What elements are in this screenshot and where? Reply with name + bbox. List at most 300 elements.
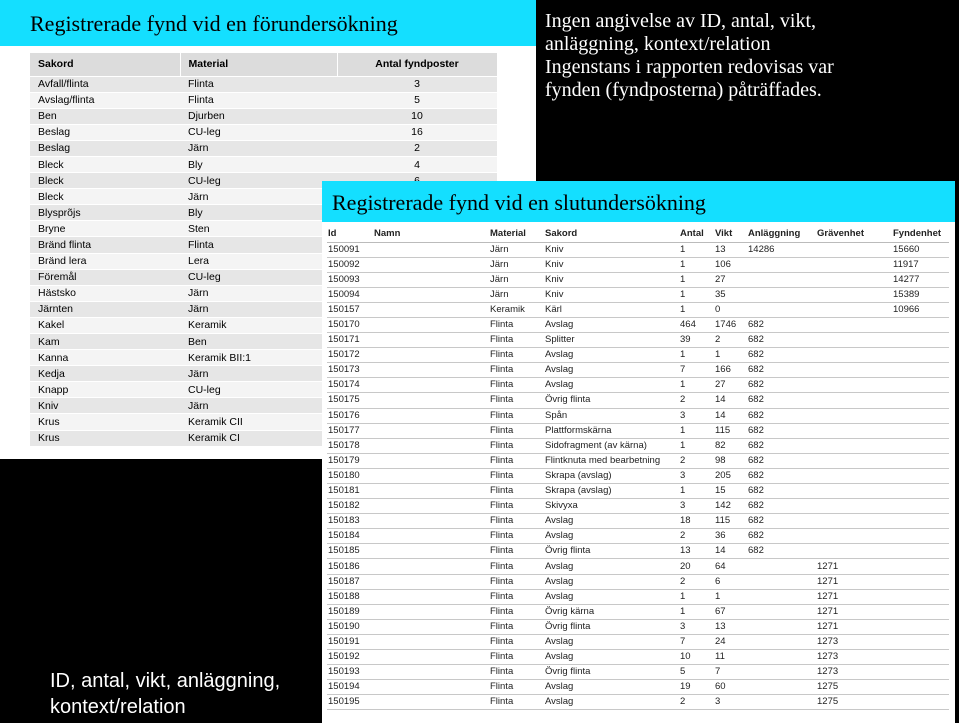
table-cell: 4 bbox=[337, 156, 497, 172]
table-cell bbox=[892, 665, 949, 680]
table-cell: 2 bbox=[679, 393, 714, 408]
table-cell: Avslag bbox=[544, 348, 679, 363]
table-cell bbox=[892, 604, 949, 619]
table-cell bbox=[892, 408, 949, 423]
table-cell: 2 bbox=[679, 453, 714, 468]
table-cell bbox=[747, 619, 816, 634]
table-cell bbox=[892, 619, 949, 634]
table-cell: 682 bbox=[747, 544, 816, 559]
table-cell: 150191 bbox=[327, 634, 373, 649]
table-row bbox=[327, 499, 949, 514]
table-cell bbox=[747, 604, 816, 619]
table-cell bbox=[892, 333, 949, 348]
table-cell bbox=[373, 287, 489, 302]
table-cell: Järn bbox=[489, 257, 544, 272]
table-cell: 3 bbox=[679, 499, 714, 514]
table-cell: 682 bbox=[747, 363, 816, 378]
column-header: Vikt bbox=[714, 226, 747, 242]
table-cell: 1 bbox=[679, 242, 714, 257]
table-row bbox=[327, 680, 949, 695]
table-cell: 150181 bbox=[327, 484, 373, 499]
table-cell: Keramik bbox=[489, 302, 544, 317]
table-cell bbox=[816, 468, 892, 483]
table-cell bbox=[816, 499, 892, 514]
table-cell bbox=[892, 589, 949, 604]
table-cell: Knapp bbox=[30, 382, 180, 398]
table-cell: 682 bbox=[747, 453, 816, 468]
table-cell: 682 bbox=[747, 529, 816, 544]
table-cell: 682 bbox=[747, 499, 816, 514]
table-cell: 142 bbox=[714, 499, 747, 514]
table-cell bbox=[373, 272, 489, 287]
table-row bbox=[327, 378, 949, 393]
note-line: anläggning, kontext/relation bbox=[545, 33, 771, 55]
table-cell: Avslag bbox=[544, 634, 679, 649]
table-cell bbox=[892, 514, 949, 529]
table-cell: 150183 bbox=[327, 514, 373, 529]
table-cell: 1271 bbox=[816, 559, 892, 574]
table-cell: Flinta bbox=[489, 589, 544, 604]
column-header: Anläggning bbox=[747, 226, 816, 242]
table-cell: 150178 bbox=[327, 438, 373, 453]
table-cell: 1275 bbox=[816, 695, 892, 710]
table-cell: Övrig flinta bbox=[544, 393, 679, 408]
note-missing-info bbox=[545, 10, 955, 102]
table-cell: Flinta bbox=[489, 574, 544, 589]
table-cell bbox=[892, 317, 949, 332]
table-cell: 1 bbox=[679, 287, 714, 302]
table-cell: 150188 bbox=[327, 589, 373, 604]
table-cell: 2 bbox=[679, 529, 714, 544]
table-row bbox=[327, 242, 949, 257]
table-row bbox=[30, 76, 497, 92]
table-row bbox=[327, 619, 949, 634]
table-row bbox=[327, 423, 949, 438]
column-header: Material bbox=[180, 53, 337, 76]
table-cell bbox=[816, 287, 892, 302]
table-row bbox=[327, 438, 949, 453]
table-cell bbox=[892, 680, 949, 695]
table-cell: Flinta bbox=[489, 453, 544, 468]
table-cell bbox=[747, 559, 816, 574]
table-cell: Krus bbox=[30, 430, 180, 446]
table-cell bbox=[892, 574, 949, 589]
table-cell bbox=[816, 438, 892, 453]
table-cell: 10966 bbox=[892, 302, 949, 317]
table-cell bbox=[892, 453, 949, 468]
table-header-row bbox=[30, 53, 497, 76]
table-cell: Avslag bbox=[544, 589, 679, 604]
table-cell: 150193 bbox=[327, 665, 373, 680]
table-cell: 682 bbox=[747, 423, 816, 438]
table-cell: 15 bbox=[714, 484, 747, 499]
table-cell: 3 bbox=[337, 76, 497, 92]
table-cell bbox=[373, 348, 489, 363]
table-cell: 1 bbox=[714, 589, 747, 604]
table-cell bbox=[816, 408, 892, 423]
column-header: Material bbox=[489, 226, 544, 242]
note-required-fields bbox=[50, 668, 280, 720]
table-cell: Flintknuta med bearbetning bbox=[544, 453, 679, 468]
table-cell: Ben bbox=[180, 334, 337, 350]
table-cell: Sten bbox=[180, 221, 337, 237]
table-cell bbox=[373, 619, 489, 634]
table-cell: Avslag bbox=[544, 574, 679, 589]
table-cell: 150184 bbox=[327, 529, 373, 544]
table-row bbox=[327, 287, 949, 302]
table-cell: Djurben bbox=[180, 108, 337, 124]
table-cell: 7 bbox=[714, 665, 747, 680]
table-cell: 682 bbox=[747, 438, 816, 453]
table-cell: Spån bbox=[544, 408, 679, 423]
table-cell: 682 bbox=[747, 514, 816, 529]
table-cell bbox=[816, 453, 892, 468]
table-cell: 2 bbox=[679, 695, 714, 710]
note-line: kontext/relation bbox=[50, 696, 186, 718]
table-cell: 150180 bbox=[327, 468, 373, 483]
table-cell: Kakel bbox=[30, 317, 180, 333]
table-cell: 3 bbox=[714, 695, 747, 710]
table-cell: 10 bbox=[337, 108, 497, 124]
table-cell: Bly bbox=[180, 205, 337, 221]
table-cell: Keramik BII:1 bbox=[180, 350, 337, 366]
table-cell: 2 bbox=[679, 574, 714, 589]
table-cell bbox=[373, 408, 489, 423]
table-cell: Bränd flinta bbox=[30, 237, 180, 253]
table-cell: 150171 bbox=[327, 333, 373, 348]
table-row bbox=[327, 408, 949, 423]
table-cell bbox=[816, 484, 892, 499]
table-cell: 150192 bbox=[327, 650, 373, 665]
table-cell bbox=[373, 650, 489, 665]
table-cell: Föremål bbox=[30, 269, 180, 285]
table-cell: 1273 bbox=[816, 665, 892, 680]
table-cell: 682 bbox=[747, 393, 816, 408]
table-cell: Flinta bbox=[489, 559, 544, 574]
column-header: Id bbox=[327, 226, 373, 242]
table-cell bbox=[892, 544, 949, 559]
table-cell: 1271 bbox=[816, 589, 892, 604]
column-header: Namn bbox=[373, 226, 489, 242]
table-cell bbox=[816, 378, 892, 393]
table-cell: 27 bbox=[714, 378, 747, 393]
table-cell bbox=[816, 317, 892, 332]
table-cell: Flinta bbox=[489, 604, 544, 619]
table-cell: 1746 bbox=[714, 317, 747, 332]
table-cell: 115 bbox=[714, 514, 747, 529]
table-cell: Avslag bbox=[544, 363, 679, 378]
table-cell: Flinta bbox=[180, 76, 337, 92]
table-cell bbox=[747, 695, 816, 710]
table-cell: Bly bbox=[180, 156, 337, 172]
table-cell bbox=[373, 529, 489, 544]
table-cell: 13 bbox=[714, 242, 747, 257]
table-cell bbox=[892, 499, 949, 514]
table-cell: Avfall/flinta bbox=[30, 76, 180, 92]
table-cell bbox=[373, 604, 489, 619]
table-cell: Bränd lera bbox=[30, 253, 180, 269]
table-cell: Hästsko bbox=[30, 285, 180, 301]
table-cell bbox=[816, 302, 892, 317]
table-cell: Flinta bbox=[489, 378, 544, 393]
table-cell: 1271 bbox=[816, 604, 892, 619]
table-cell: CU-leg bbox=[180, 382, 337, 398]
preliminary-findings-title: Registrerade fynd vid en förundersökning bbox=[0, 0, 536, 46]
table-cell bbox=[816, 257, 892, 272]
table-cell: 60 bbox=[714, 680, 747, 695]
column-header: Antal bbox=[679, 226, 714, 242]
table-cell bbox=[747, 634, 816, 649]
note-line: ID, antal, vikt, anläggning, bbox=[50, 670, 281, 692]
table-cell bbox=[373, 634, 489, 649]
table-cell: Kam bbox=[30, 334, 180, 350]
table-cell: 64 bbox=[714, 559, 747, 574]
table-cell: 150177 bbox=[327, 423, 373, 438]
table-cell bbox=[816, 363, 892, 378]
table-cell: Järnten bbox=[30, 301, 180, 317]
table-cell: Flinta bbox=[489, 680, 544, 695]
table-row bbox=[327, 544, 949, 559]
table-cell: 150189 bbox=[327, 604, 373, 619]
table-cell: CU-leg bbox=[180, 173, 337, 189]
table-cell: 1 bbox=[679, 348, 714, 363]
table-cell: 6 bbox=[714, 574, 747, 589]
table-header-row bbox=[327, 226, 949, 242]
table-cell bbox=[747, 589, 816, 604]
table-row bbox=[327, 317, 949, 332]
table-row bbox=[327, 468, 949, 483]
table-cell bbox=[892, 423, 949, 438]
table-cell bbox=[816, 242, 892, 257]
table-cell: 115 bbox=[714, 423, 747, 438]
table-cell: Övrig flinta bbox=[544, 665, 679, 680]
table-cell: Krus bbox=[30, 414, 180, 430]
table-cell: 150170 bbox=[327, 317, 373, 332]
table-cell: Kniv bbox=[544, 272, 679, 287]
table-cell bbox=[747, 302, 816, 317]
table-cell: 150187 bbox=[327, 574, 373, 589]
table-row bbox=[327, 272, 949, 287]
table-cell: 1 bbox=[679, 604, 714, 619]
table-cell: CU-leg bbox=[180, 269, 337, 285]
table-cell: Skrapa (avslag) bbox=[544, 468, 679, 483]
table-cell bbox=[892, 468, 949, 483]
table-cell: Kniv bbox=[30, 398, 180, 414]
table-row bbox=[327, 529, 949, 544]
table-cell: 682 bbox=[747, 333, 816, 348]
table-cell: 150174 bbox=[327, 378, 373, 393]
table-cell: 1271 bbox=[816, 574, 892, 589]
table-cell: 1 bbox=[679, 272, 714, 287]
table-cell: Avslag bbox=[544, 317, 679, 332]
table-cell: Järn bbox=[180, 140, 337, 156]
table-cell: Järn bbox=[489, 242, 544, 257]
table-cell: 15660 bbox=[892, 242, 949, 257]
table-cell: Ben bbox=[30, 108, 180, 124]
table-cell: 205 bbox=[714, 468, 747, 483]
table-cell: Beslag bbox=[30, 124, 180, 140]
table-cell: Järn bbox=[180, 189, 337, 205]
table-cell: Flinta bbox=[180, 237, 337, 253]
table-cell: Avslag bbox=[544, 559, 679, 574]
table-cell: 98 bbox=[714, 453, 747, 468]
table-row bbox=[327, 363, 949, 378]
table-cell: Avslag bbox=[544, 695, 679, 710]
table-cell: 682 bbox=[747, 317, 816, 332]
table-cell: 10 bbox=[679, 650, 714, 665]
table-cell bbox=[747, 680, 816, 695]
table-cell bbox=[373, 438, 489, 453]
final-findings-title: Registrerade fynd vid en slutundersökning bbox=[322, 181, 955, 222]
table-cell bbox=[747, 257, 816, 272]
table-cell: Flinta bbox=[489, 363, 544, 378]
table-cell: Flinta bbox=[489, 348, 544, 363]
table-cell: 1271 bbox=[816, 619, 892, 634]
table-cell: 1275 bbox=[816, 680, 892, 695]
table-cell bbox=[373, 317, 489, 332]
table-row bbox=[30, 124, 497, 140]
table-cell: Plattformskärna bbox=[544, 423, 679, 438]
table-cell: Flinta bbox=[489, 333, 544, 348]
note-line: Ingen angivelse av ID, antal, vikt, bbox=[545, 10, 817, 32]
table-cell: 1273 bbox=[816, 634, 892, 649]
table-cell: 1273 bbox=[816, 650, 892, 665]
table-row bbox=[327, 589, 949, 604]
table-cell: 682 bbox=[747, 484, 816, 499]
table-cell: Avslag bbox=[544, 680, 679, 695]
table-cell: Järn bbox=[489, 272, 544, 287]
table-cell: Järn bbox=[180, 366, 337, 382]
table-cell bbox=[816, 544, 892, 559]
table-cell: 82 bbox=[714, 438, 747, 453]
table-cell: Flinta bbox=[489, 514, 544, 529]
table-row bbox=[327, 665, 949, 680]
note-line: fynden (fyndposterna) påträffades. bbox=[545, 79, 822, 101]
table-cell: Flinta bbox=[489, 484, 544, 499]
table-cell bbox=[373, 574, 489, 589]
table-cell: 36 bbox=[714, 529, 747, 544]
table-cell: Övrig flinta bbox=[544, 619, 679, 634]
table-cell: Bleck bbox=[30, 156, 180, 172]
table-cell bbox=[373, 589, 489, 604]
table-cell: Flinta bbox=[489, 619, 544, 634]
column-header: Antal fyndposter bbox=[337, 53, 497, 76]
table-row bbox=[327, 348, 949, 363]
table-cell: 14 bbox=[714, 393, 747, 408]
table-cell: Flinta bbox=[489, 468, 544, 483]
table-cell: 67 bbox=[714, 604, 747, 619]
table-cell: 150194 bbox=[327, 680, 373, 695]
table-cell: Avslag bbox=[544, 378, 679, 393]
table-cell: 13 bbox=[679, 544, 714, 559]
table-cell: 150157 bbox=[327, 302, 373, 317]
table-cell bbox=[747, 287, 816, 302]
table-cell bbox=[373, 378, 489, 393]
table-cell: Bleck bbox=[30, 189, 180, 205]
table-cell: Flinta bbox=[489, 317, 544, 332]
table-cell bbox=[892, 695, 949, 710]
table-row bbox=[30, 140, 497, 156]
table-cell: 166 bbox=[714, 363, 747, 378]
table-cell: 1 bbox=[679, 589, 714, 604]
table-cell: Järn bbox=[180, 398, 337, 414]
table-cell: Flinta bbox=[489, 408, 544, 423]
table-row bbox=[327, 453, 949, 468]
table-cell bbox=[373, 665, 489, 680]
table-cell: 14 bbox=[714, 408, 747, 423]
table-cell: 13 bbox=[714, 619, 747, 634]
table-cell: Bryne bbox=[30, 221, 180, 237]
table-cell: Kedja bbox=[30, 366, 180, 382]
table-cell bbox=[747, 272, 816, 287]
table-cell: 7 bbox=[679, 634, 714, 649]
table-cell: 150176 bbox=[327, 408, 373, 423]
table-row bbox=[327, 604, 949, 619]
table-row bbox=[327, 514, 949, 529]
table-cell: Flinta bbox=[489, 544, 544, 559]
table-cell: Avslag bbox=[544, 650, 679, 665]
table-cell: 150195 bbox=[327, 695, 373, 710]
table-cell: 14286 bbox=[747, 242, 816, 257]
table-row bbox=[30, 92, 497, 108]
table-cell: Kärl bbox=[544, 302, 679, 317]
table-cell bbox=[747, 574, 816, 589]
table-cell: 7 bbox=[679, 363, 714, 378]
table-cell: Sidofragment (av kärna) bbox=[544, 438, 679, 453]
table-cell: 14277 bbox=[892, 272, 949, 287]
table-cell: 20 bbox=[679, 559, 714, 574]
table-cell: Kniv bbox=[544, 257, 679, 272]
table-cell: Splitter bbox=[544, 333, 679, 348]
table-cell bbox=[373, 680, 489, 695]
table-cell: CU-leg bbox=[180, 124, 337, 140]
table-cell: Avslag/flinta bbox=[30, 92, 180, 108]
table-cell: Flinta bbox=[489, 499, 544, 514]
table-cell: 682 bbox=[747, 378, 816, 393]
table-cell bbox=[373, 393, 489, 408]
table-cell: 150091 bbox=[327, 242, 373, 257]
table-cell: 11917 bbox=[892, 257, 949, 272]
note-line: Ingenstans i rapporten redovisas var bbox=[545, 56, 834, 78]
table-cell: 464 bbox=[679, 317, 714, 332]
table-cell: Beslag bbox=[30, 140, 180, 156]
table-cell: 1 bbox=[679, 378, 714, 393]
table-cell bbox=[373, 302, 489, 317]
table-cell bbox=[373, 242, 489, 257]
table-cell bbox=[373, 559, 489, 574]
table-cell: 39 bbox=[679, 333, 714, 348]
table-cell bbox=[892, 393, 949, 408]
table-cell: Kniv bbox=[544, 287, 679, 302]
table-cell: 14 bbox=[714, 544, 747, 559]
table-cell: 16 bbox=[337, 124, 497, 140]
column-header: Grävenhet bbox=[816, 226, 892, 242]
table-row bbox=[327, 302, 949, 317]
table-cell: Keramik bbox=[180, 317, 337, 333]
table-cell bbox=[816, 393, 892, 408]
table-cell: Skrapa (avslag) bbox=[544, 484, 679, 499]
table-cell: Flinta bbox=[489, 438, 544, 453]
table-cell bbox=[373, 363, 489, 378]
table-cell: 150173 bbox=[327, 363, 373, 378]
table-cell: Flinta bbox=[489, 665, 544, 680]
table-cell: Keramik CII bbox=[180, 414, 337, 430]
table-cell bbox=[373, 257, 489, 272]
table-cell: 1 bbox=[679, 302, 714, 317]
final-findings-table bbox=[327, 226, 949, 710]
table-row bbox=[327, 484, 949, 499]
table-row bbox=[327, 333, 949, 348]
